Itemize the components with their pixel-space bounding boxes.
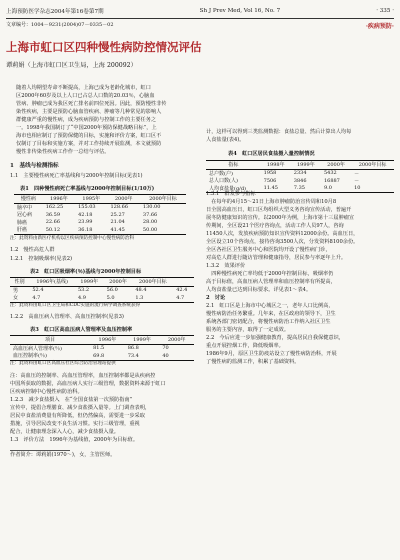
table-cell: －: [354, 178, 360, 185]
body-line: 传期间，全区设21个医疗咨询点，活动工作人员97人，咨询: [206, 223, 344, 229]
table-cell: 69.8: [93, 352, 105, 359]
section-heading: 2 讨论: [206, 295, 226, 301]
table-cell: 3846: [293, 177, 307, 184]
body-line: 在每年的4月15～21日上海市肿瘤防治宣传周和10月8: [206, 199, 337, 205]
table-header: 1999年: [297, 162, 315, 169]
table-row: [10, 294, 194, 302]
body-line: 慢性病防治任务繁重。几年来，在区政府的领导下，卫生: [206, 311, 336, 317]
table-header: 1995年: [82, 196, 101, 203]
table-cell: 血压控制率(％): [13, 353, 47, 360]
body-line: 全区设立10个咨询点，接待咨询3500人次，分发资料8100余份。: [206, 239, 359, 245]
table-row: [14, 219, 186, 227]
table-cell: 人均食盐量(g/d): [209, 185, 246, 192]
body-line: 1.3 评价方法 1996年为基线值，2000年为目标值。: [10, 437, 139, 443]
journal-citation: Sh J Prev Med, Vol 16, No. 7: [199, 8, 281, 14]
table-header: 2000年: [167, 337, 186, 344]
body-line: 四种慢性病死亡率均低于2000年控制目标，吸烟率仍: [206, 271, 334, 277]
body-line: 重点开展控烟工作，降低吸烟率。: [206, 343, 284, 349]
table-cell: 130.00: [142, 204, 161, 211]
table-cell: 128.66: [110, 204, 128, 211]
table-cell: 21.04: [110, 219, 125, 226]
journal-name: 上海预防医学杂志2004年第16卷第7期: [6, 9, 104, 15]
table3-note: 注：此资料由虹口区高血压社区综合防治管理站提供: [10, 361, 116, 366]
abstract-line: 一。1998年我国制订了“中国2000年预防保健战略目标”，上: [16, 125, 157, 131]
table-cell: 男: [13, 287, 19, 294]
body-line: 全区各社区卫生服务中心和医院均开设了慢性病门诊，: [206, 247, 331, 253]
table-cell: 女: [13, 295, 19, 302]
body-line: 区疾病控制中心慢性病防治科。: [10, 389, 83, 395]
table-cell: 53.2: [77, 287, 90, 294]
subsection-heading: 1.2 慢性高危人群: [10, 247, 55, 253]
table-header: 性别: [14, 279, 25, 286]
table-cell: 1.3: [135, 294, 144, 301]
table-header: 1996年(基线): [36, 279, 68, 286]
author-note: 作者简介：谭莉娟(1970～)，女，主管医师。: [10, 452, 116, 458]
table-cell: 16887: [323, 177, 340, 184]
body-line: 2.2 今后应进一步加强健康教育，提高居民自我保健意识，: [206, 335, 344, 341]
table2: [10, 277, 194, 303]
body-line: 人均食盐量已达到目标要求。详见表1～表4。: [206, 287, 312, 293]
abstract-line: 群健康严重的慢性病，成为疾病预防与控制工作的主要任务之: [16, 117, 157, 123]
body-line: 1.3.1 群众参与指标: [206, 191, 256, 197]
body-line: 注：高血压的控制率、高血压管理率，血压控制率都是从疾病控: [10, 373, 156, 379]
table1-note: 注：此资料由新医疗机构以区疾病预防控制中心慢性病防治科: [10, 236, 135, 241]
body-line: 宣传中，提倡合理膳食、减少食盐摄入量等。上门调查表明，: [10, 405, 151, 411]
article-meta: [6, 21, 394, 30]
body-line: 11450人次，发放疾病预防知识宣传资料12000余份。高血压日，: [206, 231, 359, 237]
table-cell: －: [354, 170, 360, 177]
table-cell: 4.9: [77, 294, 86, 301]
subsection-heading: 1.1 主要慢性病死亡率基线和与2000年控制目标(见表1): [10, 173, 143, 179]
table-cell: 高血压病人管理率(％): [13, 345, 62, 352]
table-row: [206, 169, 394, 177]
table-row: [10, 352, 194, 360]
body-line: 高于目标值，高血压病人管理率和血压控制率有所提高，: [206, 279, 336, 285]
body-line: 了慢性病的监测工作，积累了基础资料。: [206, 359, 300, 365]
table-header: 1998年: [266, 162, 285, 169]
table-header: 2000年目标: [358, 162, 387, 169]
subsection-heading: 1.2.1 控制吸烟率(见表2): [10, 256, 73, 262]
body-line: 1.3.2 效果评价: [206, 263, 246, 269]
body-line: 展冬防健康知识的宣传。以2000年为例，上海市第十三届肿瘤宣: [206, 215, 355, 221]
table-cell: 52.4: [32, 287, 44, 294]
page-number: · 335 ·: [376, 8, 394, 14]
table-cell: 2334: [293, 170, 307, 177]
table-cell: 4.7: [32, 294, 41, 301]
abstract: [6, 84, 192, 156]
table-header: 指标: [228, 162, 239, 169]
table-header: 2000年: [109, 279, 127, 286]
table3: [10, 335, 194, 361]
body-line: 日全国高血压日，虹口区均组织大型义务咨询宣传活动，普遍开: [206, 207, 352, 213]
table-cell: 50.00: [142, 226, 158, 233]
table-cell: 41.45: [110, 226, 125, 233]
body-line: 中国所获取的数据，高血压病人实行三级管理，数据资料来源于虹口: [10, 381, 166, 387]
table-cell: 42.18: [78, 211, 93, 218]
table-cell: 10: [354, 185, 361, 192]
table-cell: 36.18: [78, 226, 93, 233]
abstract-line: 管病、肿瘤已成为我区死亡排名前四位死因。因此，预防慢性非传: [16, 101, 167, 107]
table-cell: 7506: [263, 177, 277, 184]
table-row: [10, 344, 194, 352]
table2-caption: 表2 虹口区吸烟率(％)基线与2000年控制目标: [30, 269, 142, 275]
abstract-line: 海市也相应制订了预防保健的目标，实施和评价方案，虹口区不: [16, 133, 162, 139]
table-cell: 11.45: [263, 185, 278, 192]
table-header: 2000年: [327, 162, 345, 169]
table4: [206, 160, 394, 193]
table-cell: 5.0: [106, 294, 115, 301]
table-header: 1996年: [98, 337, 117, 344]
author-line: 谭莉娟（上海市虹口区卫生局，上海 200092）: [6, 62, 137, 69]
table-header: 2000年目标: [149, 196, 177, 203]
table3-caption: 表3 虹口区高血压病人管理率及血压控制率: [30, 327, 133, 333]
table-row: [10, 286, 194, 294]
right-column-intro: [206, 128, 394, 144]
table-cell: 81.5: [93, 345, 105, 352]
table-cell: 86.8: [127, 345, 139, 352]
subsection-heading: 1.2.2 高血压病人管理率、高血压控制率(见表3): [10, 314, 124, 320]
table-cell: 肝癌: [17, 227, 28, 234]
abstract-line: 仅制订了目标和实施方案，并对工作持续开展监测，本文就预防: [16, 141, 162, 147]
table-cell: 70: [162, 345, 169, 352]
table-cell: 23.99: [78, 219, 93, 226]
body-line: 配合，让健康理念深入人心，减少食盐摄入量。: [10, 429, 119, 435]
abstract-line: 染性疾病，主要是预防心脑血管疾病、肿瘤等几种常见的影响人: [16, 109, 162, 115]
body-line: 对高危人群进行随访管理和健康指导，居民参与率逐年上升。: [206, 255, 347, 261]
abstract-line: 慢性非传染性疾病工作作一总结与评估。: [16, 149, 110, 155]
body-line: 系统各部门密切配合，将慢性病防治工作纳入社区卫生: [206, 319, 331, 325]
table-cell: 9.0: [323, 185, 332, 192]
body-line: 人食盐量(表4)。: [206, 137, 245, 143]
table-cell: 4.7: [176, 294, 185, 301]
table-cell: 155.03: [78, 204, 96, 211]
table1-caption: 表1 四种慢性病死亡率基线与2000年控制目标(1/10万): [20, 186, 155, 192]
table-cell: 42.4: [176, 287, 188, 294]
table-cell: 48.4: [135, 287, 147, 294]
section-label: ·疾病预防·: [365, 23, 394, 30]
running-header: [6, 4, 394, 19]
article-number: 文章编号：1004－9231(2004)07－0335－02: [6, 22, 114, 28]
table-row: [206, 177, 394, 185]
body-line: 计，这样可以得到三类监测数据：食盐总量、然后计算出人均每: [206, 129, 352, 135]
table-cell: 脑卒中: [17, 204, 33, 211]
table-header: 1999年: [133, 337, 151, 344]
table-row: [14, 203, 186, 211]
table-cell: 总人口数(人): [209, 178, 238, 185]
table-cell: 73.4: [127, 352, 139, 359]
table-header: 2000年目标: [138, 279, 167, 286]
table1: [14, 194, 186, 235]
table-header: 慢性病: [20, 196, 36, 203]
right-column-body: [206, 190, 394, 366]
table4-caption: 表4 虹口区居民食盐摄入量控制情况: [228, 151, 315, 157]
table-cell: 7.35: [293, 185, 305, 192]
table-cell: 40: [162, 352, 169, 359]
table-header: 2000年: [114, 196, 133, 203]
table-cell: 1958: [263, 170, 277, 177]
table-cell: 肺癌: [17, 219, 28, 226]
section-heading: 1 基线与检测指标: [10, 163, 59, 169]
table-cell: 162.25: [45, 204, 64, 211]
table-cell: 37.66: [142, 211, 158, 218]
body-line: 2.1 虹口区是上海市中心城区之一，老年人口比例高，: [206, 303, 334, 309]
body-line: 居民中食盐消费量有所降低，但仍然偏高，需要进一步采取: [10, 413, 145, 419]
table-cell: 冠心病: [17, 212, 33, 219]
table-header: 1996年: [50, 196, 68, 203]
abstract-line: 区2000年60岁及以上人口已占总人口数的20.03％，心脑血: [16, 93, 155, 99]
abstract-line: 随着人均期望寿命不断提高，上海已成为老龄化城市，虹口: [16, 85, 151, 91]
table-cell: 总户数(户): [209, 170, 233, 177]
article-title: 上海市虹口区四种慢性病防控情况评估: [6, 40, 202, 54]
table-row: [14, 211, 186, 219]
left-column-body: [10, 372, 196, 459]
table-header: 1999年: [80, 279, 99, 286]
body-line: 1.2.3 减少食盐摄入 在“全国食盐第一次预防指南”: [10, 397, 133, 403]
table-cell: 22.66: [45, 219, 61, 226]
table-cell: 28.00: [142, 219, 158, 226]
table-cell: 36.59: [45, 211, 61, 218]
table-row: [14, 226, 186, 234]
table-header: 项目: [45, 337, 56, 344]
table-cell: 25.27: [110, 211, 125, 218]
body-line: 措施，引导居民改变不良生活习惯。实行三级管理，重视: [10, 421, 140, 427]
table2-note: 注：此资料由虹口区卫生局和CDC实施的流行病学调查系统获得: [10, 303, 141, 308]
table-cell: 5432: [323, 170, 337, 177]
body-line: 1986年9月，原区卫生防疫站设立了慢性病防治科，开展: [206, 351, 337, 357]
body-line: 服务的主要内容，取得了一定成效。: [206, 327, 290, 333]
table-cell: 56.0: [106, 287, 118, 294]
table-cell: 50.12: [45, 226, 61, 233]
